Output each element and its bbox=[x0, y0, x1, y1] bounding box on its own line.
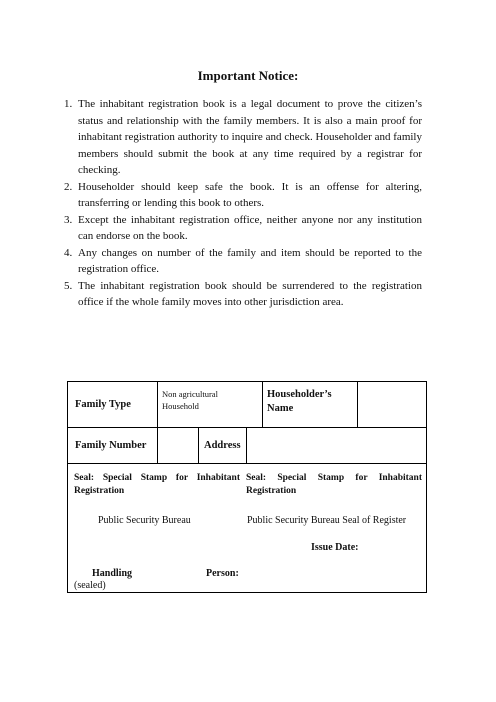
person-label: Person: bbox=[206, 568, 239, 579]
psb-right-text: Public Security Bureau Seal of Register bbox=[247, 515, 407, 526]
form-row-family-type bbox=[68, 382, 426, 428]
family-number-value bbox=[157, 427, 198, 463]
family-type-value: Non agricultural Household bbox=[162, 389, 218, 411]
notice-number: 5. bbox=[64, 279, 73, 292]
notice-number: 4. bbox=[64, 246, 73, 259]
address-value bbox=[246, 427, 426, 463]
notice-number: 2. bbox=[64, 180, 73, 193]
handling-label: Handling bbox=[92, 568, 133, 579]
seal-left-label: Seal: Special Stamp for Inhabitant Registration bbox=[74, 473, 240, 496]
family-number-label: Family Number bbox=[75, 439, 147, 451]
family-type-cell bbox=[157, 382, 262, 427]
notice-item bbox=[64, 96, 422, 179]
registration-form bbox=[67, 381, 427, 593]
psb-left-text: Public Security Bureau bbox=[98, 515, 191, 526]
notice-text: Except the inhabitant registration office, neither anyone nor any institution can endorse on the book. bbox=[78, 213, 422, 242]
seal-right-label: Seal: Special Stamp for Inhabitant Registration bbox=[246, 473, 422, 496]
notice-item bbox=[64, 245, 422, 278]
householder-name-value bbox=[357, 382, 426, 427]
notice-text: Householder should keep safe the book. It is an offense for altering, transferring or lending this book to others. bbox=[78, 180, 422, 209]
sealed-label: (sealed) bbox=[74, 580, 106, 591]
householder-name-label: Householder’s Name bbox=[262, 382, 357, 427]
notice-item bbox=[64, 278, 422, 311]
notice-item bbox=[64, 179, 422, 212]
form-row-family-number bbox=[68, 427, 426, 464]
form-row-seal bbox=[68, 463, 426, 592]
notice-text: Any changes on number of the family and item should be reported to the registration office. bbox=[78, 246, 422, 275]
notice-text: The inhabitant registration book should be surrendered to the registration office if the whole family moves into other jurisdiction area. bbox=[78, 279, 422, 308]
notice-number: 3. bbox=[64, 213, 73, 226]
notice-title: Important Notice: bbox=[197, 68, 299, 83]
address-label: Address bbox=[198, 427, 246, 463]
notice-item bbox=[64, 212, 422, 245]
notice-text: The inhabitant registration book is a legal document to prove the citizen’s status and relationship with the family members. It is also a main proof for inhabitant registration authority to inquire and check. Householder and family members should submit the book at any time required by a registrar for checking. bbox=[78, 98, 422, 176]
notice-number: 1. bbox=[64, 98, 73, 110]
family-type-label: Family Type bbox=[75, 399, 131, 410]
issue-date-label: Issue Date: bbox=[311, 542, 359, 553]
notice-list bbox=[64, 96, 422, 311]
